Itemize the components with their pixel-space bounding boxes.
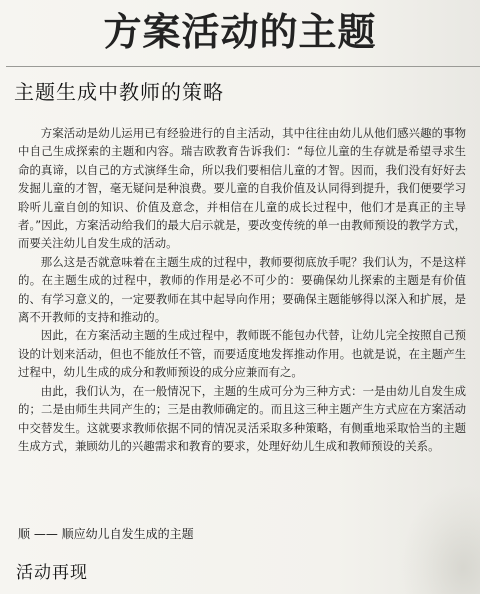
title-divider: [6, 66, 480, 67]
body-text: [18, 124, 466, 455]
section-title: 主题生成中教师的策略: [14, 80, 224, 104]
document-title: 方案活动的主题: [103, 10, 377, 54]
paragraph: 方案活动是幼儿运用已有经验进行的自主活动，其中往往由幼儿从他们感兴趣的事物中自己生成探索的主题和内容。瑞吉欧教育告诉我们：“每位儿童的生存就是希望寻求生命的真谛，以自己的方式演绎生命，所以我们要相信儿童的才智。因而，我们没有好好去发掘儿童的才智，毫无疑问是种浪费。要儿童的自我价值及认同得到提升，我们便要学习聆听儿童自创的知识、价值及意念，并相信在儿童的成长过程中，他们才是真正的主导者。”因此，方案活动给我们的最大启示就是，要改变传统的单一由教师预设的教学方式，而要关注幼儿自发生成的活动。: [18, 126, 466, 251]
paragraph: 由此，我们认为，在一般情况下，主题的生成可分为三种方式：一是由幼儿自发生成的；二是由师生共同产生的；三是由教师确定的。而且这三种主题产生方式应在方案活动中交替发生。这就要求教师依据不同的情况灵活采取多种策略，有侧重地采取恰当的主题生成方式，兼顾幼儿的兴趣需求和教育的要求，处理好幼儿生成和教师预设的关系。: [18, 383, 466, 453]
paragraph: 那么这是否就意味着在主题生成的过程中，教师要彻底放手呢？我们认为，不是这样的。在主题生成的过程中，教师的作用是必不可少的：要确保幼儿探索的主题是有价值的、有学习意义的，一定要教师在其中起导向作用；要确保主题能够得以深入和扩展，是离不开教师的支持和推动的。: [18, 254, 466, 325]
sub-heading: 顺 —— 顺应幼儿自发生成的主题: [18, 527, 194, 541]
paragraph: 因此，在方案活动主题的生成过程中，教师既不能包办代替，让幼儿完全按照自己预设的计划来活动，但也不能放任不管，而要适度地发挥推动作用。也就是说，在主题产生过程中，幼儿生成的成分和教师预设的成分应兼而有之。: [18, 328, 466, 380]
decorative-leaf-shadow: [400, 484, 480, 594]
activity-heading: 活动再现: [16, 563, 88, 583]
